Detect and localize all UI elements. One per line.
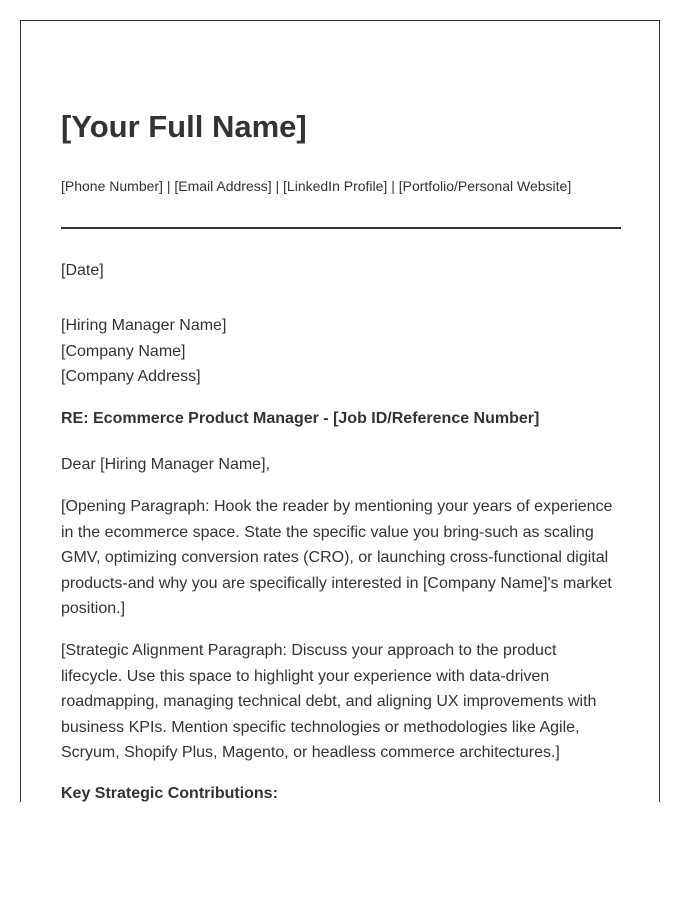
- recipient-company-name: [Company Name]: [61, 342, 186, 360]
- paragraph-line: GMV, optimizing conversion rates (CRO), or launching cross-functional digital: [61, 549, 609, 566]
- recipient-manager-name: [Hiring Manager Name]: [61, 317, 227, 334]
- paragraph-line: Scryum, Shopify Plus, Magento, or headless commerce architectures.]: [61, 744, 560, 761]
- paragraph-line: lifecycle. Use this space to highlight your experience with data-driven: [61, 667, 550, 685]
- contributions-heading: Key Strategic Contributions:: [61, 785, 278, 802]
- salutation: Dear [Hiring Manager Name],: [61, 456, 270, 473]
- strategic-alignment-paragraph: [61, 638, 621, 766]
- recipient-company-address: [Company Address]: [61, 368, 201, 385]
- paragraph-line: position.]: [61, 600, 126, 617]
- letter-date: [Date]: [61, 262, 104, 279]
- paragraph-line: business KPIs. Mention specific technologies or methodologies like Agile,: [61, 718, 580, 736]
- paragraph-line: [Strategic Alignment Paragraph: Discuss your approach to the product: [61, 642, 557, 659]
- opening-paragraph: [61, 494, 621, 622]
- recipient-block: [61, 313, 226, 390]
- paragraph-line: [Opening Paragraph: Hook the reader by mentioning your years of experience: [61, 498, 613, 515]
- paragraph-line: products-and why you are specifically interested in [Company Name]'s market: [61, 574, 612, 592]
- contact-info-line: [Phone Number] | [Email Address] | [LinkedIn Profile] | [Portfolio/Personal Website]: [61, 178, 572, 194]
- header-divider: [61, 227, 621, 229]
- paragraph-line: roadmapping, managing technical debt, and aligning UX improvements with: [61, 693, 597, 710]
- paragraph-line: in the ecommerce space. State the specific value you bring-such as scaling: [61, 523, 594, 541]
- letter-page: [20, 20, 660, 802]
- subject-line: RE: Ecommerce Product Manager - [Job ID/Reference Number]: [61, 410, 540, 427]
- applicant-name: [Your Full Name]: [61, 109, 307, 144]
